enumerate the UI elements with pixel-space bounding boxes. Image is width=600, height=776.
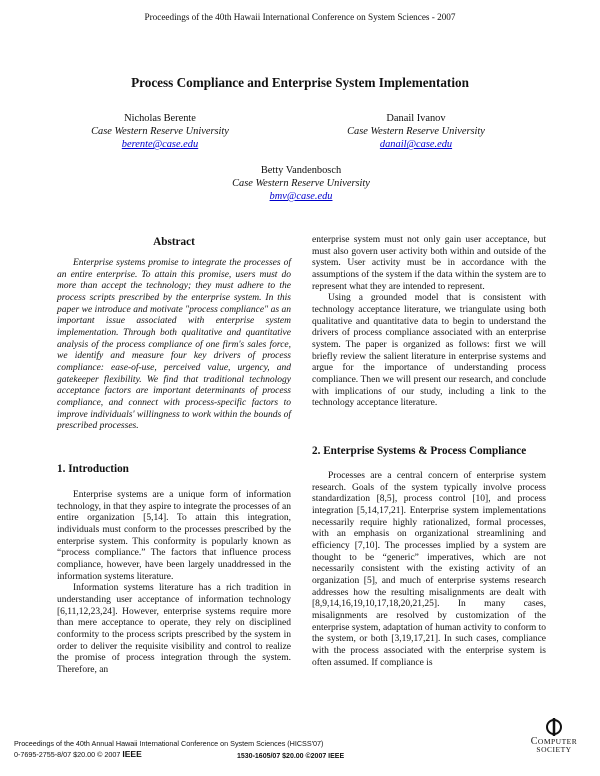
right-column-text bbox=[312, 235, 546, 410]
ieee-logo: IEEE bbox=[122, 749, 142, 759]
author-email-link[interactable]: bmv@case.edu bbox=[269, 191, 333, 202]
abstract bbox=[57, 235, 291, 433]
footer-isbn-text: 0-7695-2755-8/07 $20.00 © 2007 bbox=[14, 750, 121, 759]
author-2 bbox=[296, 112, 536, 151]
paragraph: Processes are a central concern of enterprise system research. Goals of the system typically involve process standardization [8,5], process control [10], and process integration [5,14,17,21]. Enterprise system implementations necessarily require highly rationalized, formal processes, with an emphasis on organizational streamlining and efficiency [7,10]. The processes implied by a system are thought to be “generic” imperatives, which are not necessarily consistent with the existing activity of an organization [5], and much of enterprise systems research addresses how the resulting misalignments are dealt with [8,9,14,16,19,10,17,18,20,21,25]. In many cases, misalignments are resolved by customization of the enterprise system, adaptation of human activity to conform to the system, or both [3,19,17,21]. In such cases, compliance with the process associated with the enterprise system is often assumed. If compliance is bbox=[312, 471, 547, 668]
abstract-text: Enterprise systems promise to integrate the processes of an entire enterprise. To attain this promise, users must do more than accept the technology; they must adhere to the process scripts prescribed by the enterprise system. In this paper we introduce and motivate "process compliance" as an important issue associated with enterprise system implementation. Through both qualitative and quantitative analysis of the process compliance of one firm's sales force, we identify and measure four key drivers of process compliance: ease-of-use, perceived value, urgency, and gatekeeper flexibility. We find that traditional technology acceptance factors are important determinants of process compliance, and connect with process-specific factors to improve individuals' willingness to work within the bounds of prescribed processes. bbox=[57, 258, 291, 432]
author-email-link[interactable]: danail@case.edu bbox=[379, 139, 453, 150]
section-heading: 2. Enterprise Systems & Process Compliance bbox=[312, 445, 527, 457]
abstract-heading: Abstract bbox=[153, 236, 195, 248]
paper-title: Process Compliance and Enterprise System Implementation bbox=[131, 75, 469, 90]
author-affiliation: Case Western Reserve University bbox=[91, 126, 229, 137]
author-name: Danail Ivanov bbox=[386, 113, 446, 124]
author-1 bbox=[40, 112, 280, 151]
author-name: Betty Vandenbosch bbox=[260, 165, 342, 176]
paragraph: Information systems literature has a rich tradition in understanding user acceptance of information technology [6,11,12,23,24]. However, enterprise systems require more than mere acceptance to operate, they rely on disciplined conformity to the process scripts prescribed by the system in order to deliver the requisite visibility and control to realize the promise of process integration through the system. Therefore, an bbox=[57, 583, 291, 675]
running-header: Proceedings of the 40th Hawaii International Conference on System Sciences - 2007 bbox=[144, 12, 456, 22]
computer-society-logo: COMPUTER SOCIETY bbox=[526, 718, 582, 754]
section-enterprise-systems bbox=[312, 444, 546, 669]
section-introduction bbox=[57, 462, 291, 677]
computer-society-emblem-icon bbox=[545, 718, 563, 736]
author-name: Nicholas Berente bbox=[124, 113, 196, 124]
footer-issn: 1530-1605/07 $20.00 ©2007 IEEE bbox=[237, 753, 345, 760]
footer-proceedings: Proceedings of the 40th Annual Hawaii International Conference on System Sciences (HICSS'07) bbox=[14, 739, 324, 748]
section-heading: 1. Introduction bbox=[57, 463, 129, 475]
paragraph: enterprise system must not only gain user acceptance, but must also govern user activity both within and outside of the system. User activity must be in accordance with the assumptions of the system if the data within the system are to represent what they are intended to represent. bbox=[312, 235, 546, 292]
author-affiliation: Case Western Reserve University bbox=[232, 178, 370, 189]
author-3 bbox=[166, 164, 436, 203]
author-email-link[interactable]: berente@case.edu bbox=[121, 139, 199, 150]
paragraph: Using a grounded model that is consistent with technology acceptance literature, we triangulate using both qualitative and quantitative data to begin to understand the drivers of process compliance associated with an enterprise system. The paper is organized as follows: first we will briefly review the salient literature in enterprise systems and argue for the importance of understanding process compliance. Then we will present our research, and conclude with implications of our study, including a link to the technology acceptance literature. bbox=[312, 293, 546, 409]
author-affiliation: Case Western Reserve University bbox=[347, 126, 485, 137]
footer-isbn bbox=[14, 749, 142, 760]
paragraph: Enterprise systems are a unique form of information technology, in that they aspire to integrate the processes of an entire organization [5,14]. To attain this integration, individuals must conform to the processes prescribed by the enterprise system. This conformity is popularly known as “process compliance.” The factors that influence process compliance, however, have been largely unaddressed in the information systems literature. bbox=[57, 490, 291, 582]
